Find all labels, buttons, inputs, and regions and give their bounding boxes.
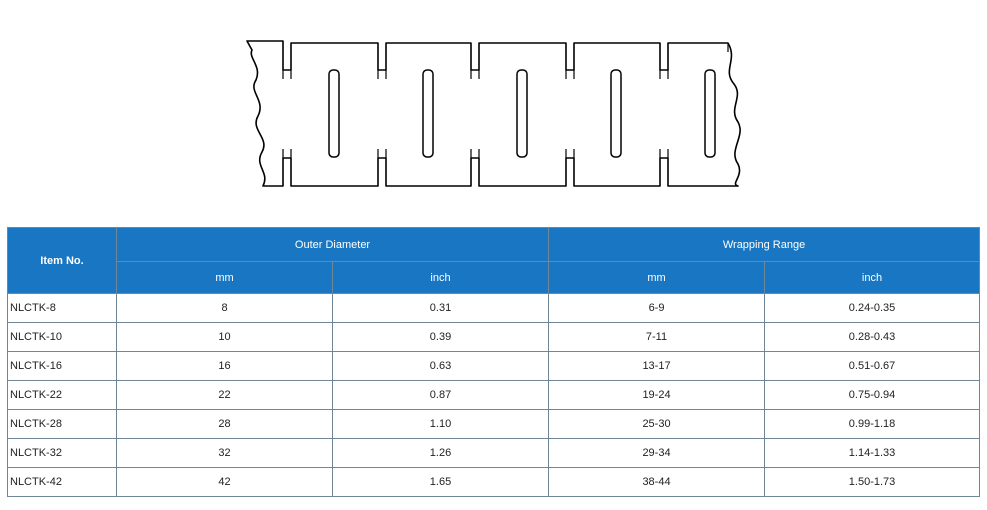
cell-od-inch: 0.39 bbox=[333, 323, 549, 352]
cell-od-inch: 0.31 bbox=[333, 294, 549, 323]
slot bbox=[517, 70, 527, 157]
cell-item: NLCTK-42 bbox=[8, 468, 117, 497]
table-row bbox=[8, 381, 980, 410]
cell-od-mm: 10 bbox=[117, 323, 333, 352]
cell-item: NLCTK-8 bbox=[8, 294, 117, 323]
cell-wr-mm: 38-44 bbox=[549, 468, 765, 497]
table-row bbox=[8, 294, 980, 323]
cable-wrap-outline bbox=[247, 41, 740, 186]
header-unit-od-inch: inch bbox=[333, 262, 549, 294]
header-wrapping-range: Wrapping Range bbox=[549, 228, 980, 262]
cell-wr-mm: 29-34 bbox=[549, 439, 765, 468]
cell-item: NLCTK-10 bbox=[8, 323, 117, 352]
table-row bbox=[8, 439, 980, 468]
cell-od-mm: 32 bbox=[117, 439, 333, 468]
cell-od-inch: 0.63 bbox=[333, 352, 549, 381]
slot bbox=[329, 70, 339, 157]
cell-od-mm: 8 bbox=[117, 294, 333, 323]
cell-wr-inch: 0.28-0.43 bbox=[765, 323, 980, 352]
cell-wr-mm: 13-17 bbox=[549, 352, 765, 381]
cell-od-inch: 1.65 bbox=[333, 468, 549, 497]
cell-wr-inch: 1.50-1.73 bbox=[765, 468, 980, 497]
cell-od-mm: 42 bbox=[117, 468, 333, 497]
table-row bbox=[8, 468, 980, 497]
cell-od-mm: 16 bbox=[117, 352, 333, 381]
cell-wr-inch: 0.99-1.18 bbox=[765, 410, 980, 439]
header-item-no: Item No. bbox=[8, 228, 117, 294]
table-body bbox=[8, 294, 980, 497]
slot bbox=[423, 70, 433, 157]
cell-wr-inch: 1.14-1.33 bbox=[765, 439, 980, 468]
header-unit-od-mm: mm bbox=[117, 262, 333, 294]
cell-od-inch: 0.87 bbox=[333, 381, 549, 410]
slot-group bbox=[329, 70, 715, 157]
slot bbox=[611, 70, 621, 157]
slot bbox=[705, 70, 715, 157]
table-row bbox=[8, 410, 980, 439]
cell-wr-inch: 0.75-0.94 bbox=[765, 381, 980, 410]
cell-item: NLCTK-16 bbox=[8, 352, 117, 381]
inner-edge-line bbox=[283, 43, 728, 158]
cell-wr-mm: 6-9 bbox=[549, 294, 765, 323]
spec-table bbox=[7, 227, 980, 497]
cell-wr-inch: 0.24-0.35 bbox=[765, 294, 980, 323]
cell-od-inch: 1.10 bbox=[333, 410, 549, 439]
cell-item: NLCTK-22 bbox=[8, 381, 117, 410]
table-header bbox=[8, 228, 980, 294]
cell-od-mm: 28 bbox=[117, 410, 333, 439]
cable-wrap-drawing bbox=[0, 0, 987, 215]
header-outer-diameter: Outer Diameter bbox=[117, 228, 549, 262]
header-unit-wr-inch: inch bbox=[765, 262, 980, 294]
cell-wr-mm: 7-11 bbox=[549, 323, 765, 352]
cell-item: NLCTK-32 bbox=[8, 439, 117, 468]
table-row bbox=[8, 352, 980, 381]
cell-wr-inch: 0.51-0.67 bbox=[765, 352, 980, 381]
cell-item: NLCTK-28 bbox=[8, 410, 117, 439]
cell-wr-mm: 25-30 bbox=[549, 410, 765, 439]
cell-od-mm: 22 bbox=[117, 381, 333, 410]
cell-od-inch: 1.26 bbox=[333, 439, 549, 468]
header-unit-wr-mm: mm bbox=[549, 262, 765, 294]
table-row bbox=[8, 323, 980, 352]
cell-wr-mm: 19-24 bbox=[549, 381, 765, 410]
